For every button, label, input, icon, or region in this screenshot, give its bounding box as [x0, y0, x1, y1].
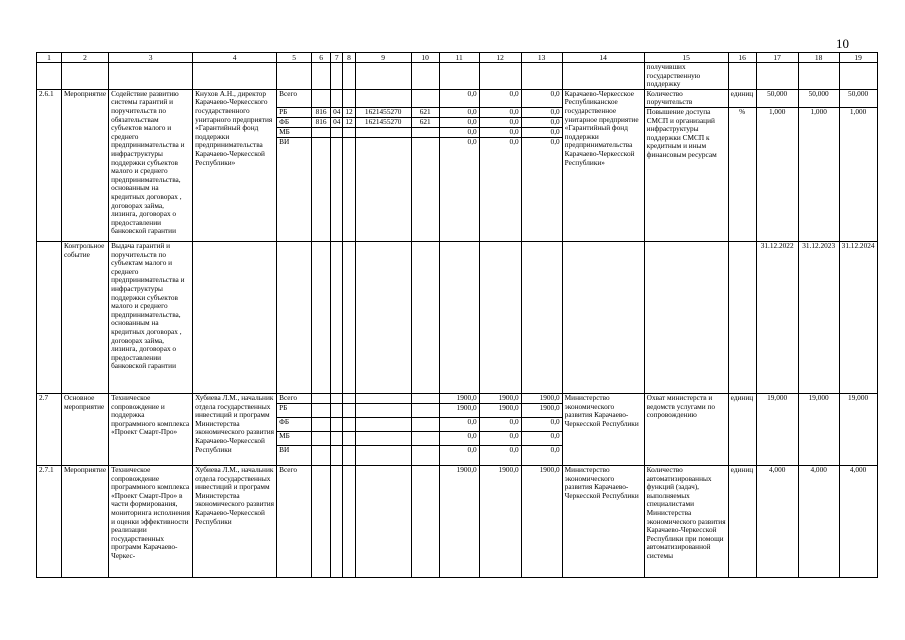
header-cell: 15 — [644, 53, 728, 63]
amount-cell: 1900,0 — [479, 393, 521, 403]
amount-cell: 0,0 — [521, 417, 562, 431]
table-row — [37, 465, 878, 577]
amount-cell: 0,0 — [439, 431, 479, 445]
indicator-cell: Количество автоматизированных функций (задач), выполняемых специалистами Министерства экономического развития Карачаево-Черкесской Республики при помощи автоматизированной системы — [644, 465, 728, 577]
header-cell: 17 — [756, 53, 798, 63]
amount-cell: 0,0 — [521, 431, 562, 445]
target-value: 19,000 — [798, 393, 839, 465]
header-cell: 10 — [411, 53, 439, 63]
indicator-cell: Охват министерств и ведомств услугами по сопровождению — [644, 393, 728, 465]
funding-source: Всего — [277, 89, 312, 107]
target-value: 4,000 — [839, 465, 877, 577]
unit-cell: единиц — [728, 465, 756, 577]
control-date: 31.12.2024 — [839, 241, 877, 393]
amount-cell: 1900,0 — [479, 403, 521, 417]
amount-cell: 0,0 — [479, 137, 521, 241]
amount-cell: 0,0 — [479, 445, 521, 465]
target-value: 4,000 — [798, 465, 839, 577]
amount-cell: 1900,0 — [521, 403, 562, 417]
page-number: 10 — [836, 36, 849, 51]
target-value: 50,000 — [756, 89, 798, 107]
target-value: 1,000 — [798, 107, 839, 241]
header-cell: 13 — [521, 53, 562, 63]
funding-source: МБ — [277, 431, 312, 445]
partner: Министерство экономического развития Карачаево-Черкесской Республики — [562, 465, 644, 577]
program-table — [36, 52, 878, 578]
amount-cell: 0,0 — [479, 417, 521, 431]
activity-name: Техническое сопровождение программного комплекса «Проект Смарт-Про» в части формирования, мониторинга исполнения и оценки эффективности реализации государственных программ Карачаево-Черкес- — [109, 465, 193, 577]
target-value: 1,000 — [839, 107, 877, 241]
target-value: 19,000 — [839, 393, 877, 465]
header-cell: 2 — [62, 53, 109, 63]
indicator-cell: Количество поручительств — [644, 89, 728, 107]
amount-cell: 0,0 — [439, 117, 479, 127]
control-date: 31.12.2023 — [798, 241, 839, 393]
responsible: Хубиева Л.М., начальник отдела государственных инвестиций и программ Министерства экономического развития Карачаево-Черкесской Республики — [193, 465, 277, 577]
header-cell: 18 — [798, 53, 839, 63]
row-number: 2.7.1 — [37, 465, 62, 577]
target-value: 50,000 — [839, 89, 877, 107]
target-value: 19,000 — [756, 393, 798, 465]
amount-cell: 0,0 — [439, 445, 479, 465]
row-type: Мероприятие — [62, 465, 109, 577]
amount-cell: 0,0 — [521, 89, 562, 107]
amount-cell: 0,0 — [479, 431, 521, 445]
activity-name: Техническое сопровождение и поддержка программного комплекса «Проект Смарт-Про» — [109, 393, 193, 465]
header-cell: 9 — [355, 53, 411, 63]
header-cell: 16 — [728, 53, 756, 63]
indicator-cell: Повышение доступа СМСП и организаций инфраструктуры поддержки СМСП к кредитным и иным финансовым ресурсам — [644, 107, 728, 241]
row-type: Контрольное событие — [62, 241, 109, 393]
amount-cell: 0,0 — [479, 107, 521, 117]
amount-cell: 0,0 — [439, 89, 479, 107]
amount-cell: 0,0 — [479, 89, 521, 107]
header-cell: 8 — [343, 53, 355, 63]
header-cell: 1 — [37, 53, 62, 63]
header-cell: 6 — [312, 53, 331, 63]
responsible: Хубиева Л.М., начальник отдела государственных инвестиций и программ Министерства экономического развития Карачаево-Черкесской Республики — [193, 393, 277, 465]
amount-cell: 0,0 — [439, 127, 479, 137]
table-row — [37, 63, 878, 90]
amount-cell: 1900,0 — [439, 465, 479, 577]
header-cell: 4 — [193, 53, 277, 63]
header-cell: 14 — [562, 53, 644, 63]
funding-source: ВИ — [277, 137, 312, 241]
funding-source: Всего — [277, 393, 312, 403]
table-row — [37, 89, 878, 107]
unit-cell: единиц — [728, 89, 756, 107]
amount-cell: 0,0 — [439, 137, 479, 241]
amount-cell: 0,0 — [479, 127, 521, 137]
amount-cell: 1900,0 — [439, 403, 479, 417]
amount-cell: 0,0 — [521, 127, 562, 137]
amount-cell: 0,0 — [521, 137, 562, 241]
header-cell: 3 — [109, 53, 193, 63]
amount-cell: 0,0 — [439, 417, 479, 431]
responsible: Кнухов А.Н., директор Карачаево-Черкесского государственного унитарного предприятия «Гарантийный фонд поддержки предпринимательства Карачаево-Черкесской Республики» — [193, 89, 277, 241]
amount-cell: 1900,0 — [521, 393, 562, 403]
funding-source: Всего — [277, 465, 312, 577]
row-number: 2.6.1 — [37, 89, 62, 241]
row-type: Основное мероприятие — [62, 393, 109, 465]
amount-cell: 1900,0 — [439, 393, 479, 403]
funding-source: РБ — [277, 403, 312, 417]
table-row — [37, 393, 878, 403]
control-date: 31.12.2022 — [756, 241, 798, 393]
target-value: 50,000 — [798, 89, 839, 107]
row-number: 2.7 — [37, 393, 62, 465]
header-cell: 11 — [439, 53, 479, 63]
amount-cell: 0,0 — [521, 117, 562, 127]
indicator-cell: получивших государственную поддержку — [644, 63, 728, 90]
target-value: 1,000 — [756, 107, 798, 241]
table-row — [37, 241, 878, 393]
target-value: 4,000 — [756, 465, 798, 577]
unit-cell: единиц — [728, 393, 756, 465]
header-cell: 19 — [839, 53, 877, 63]
amount-cell: 0,0 — [521, 445, 562, 465]
funding-source: МБ — [277, 127, 312, 137]
activity-name: Содействие развитию системы гарантий и поручительств по обязательствам субъектов малого и среднего предпринимательства и инфраструктуры поддержки субъектов малого и среднего предпринимательства, основанным на кредитных договорах , договорах займа, лизинга, договорах о предоставлении банковской гарантии — [109, 89, 193, 241]
header-row — [37, 53, 878, 63]
unit-cell: % — [728, 107, 756, 241]
amount-cell: 0,0 — [521, 107, 562, 117]
table-row: ФБ 816 04 12 1621455270 621 0,0 0,0 0,0 — [37, 117, 878, 127]
partner: Карачаево-Черкесское Республиканское государственное унитарное предприятие «Гарантийный фонд поддержки предпринимательства Карачаево-Черкесской Республики» — [562, 89, 644, 241]
table-row: РБ 816 04 12 1621455270 621 0,0 0,0 0,0 Повышение доступа СМСП и организаций инфраструктуры поддержки СМСП к кредитным и иным финансовым ресурсам % 1,000 1,000 1,000 — [37, 107, 878, 117]
amount-cell: 0,0 — [439, 107, 479, 117]
row-type: Мероприятие — [62, 89, 109, 241]
amount-cell: 0,0 — [479, 117, 521, 127]
amount-cell: 1900,0 — [479, 465, 521, 577]
header-cell: 7 — [331, 53, 343, 63]
funding-source: ФБ — [277, 117, 312, 127]
partner: Министерство экономического развития Карачаево-Черкесской Республики — [562, 393, 644, 465]
activity-name: Выдача гарантий и поручительств по субъектам малого и среднего предпринимательства и инфраструктуры поддержки субъектов малого и среднего предпринимательства, основанным на кредитных договорах , договорах займа, лизинга, договорах о предоставлении банковской гарантии — [109, 241, 193, 393]
funding-source: РБ — [277, 107, 312, 117]
header-cell: 5 — [277, 53, 312, 63]
funding-source: ФБ — [277, 417, 312, 431]
header-cell: 12 — [479, 53, 521, 63]
amount-cell: 1900,0 — [521, 465, 562, 577]
funding-source: ВИ — [277, 445, 312, 465]
